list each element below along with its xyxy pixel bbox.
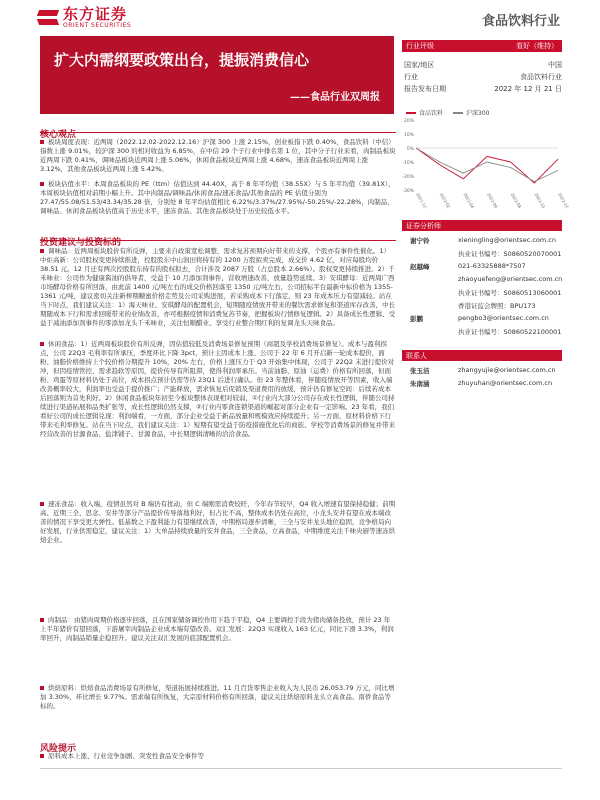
brand-logo [38, 6, 131, 30]
bullet-icon [40, 342, 44, 346]
rating-value: 看好（维持） [516, 42, 558, 50]
footer-divider [40, 768, 562, 769]
contact-email: zhuyuhan@orientsec.com.cn [458, 379, 553, 387]
y-tick-label: -10% [402, 161, 414, 166]
paragraph [40, 247, 396, 337]
bullet-icon [40, 686, 44, 690]
paragraph-text: 板块估值水平：本周食品板块的 PE（ttm）估值达到 44.40X，高于 8 年平均值（38.55X）与 5 年平均值（39.81X），本周板块估值相对前期小幅上升。其中肉制品/调味品/休闲食品/速冻食品/其他食品的 PE 估值分别为 27.47/55.08/51.53/43.34/35.28 倍，分别处 8 年平均估值相比 6.22%/3.37%/27.95%/-50.25%/-22.28%，肉制品、调味品、休闲食品板块估值高于历史水平，速冻食品、其他食品板块处于历史较低水平。 [40, 180, 395, 215]
analyst-contact: xieningling@orientsec.com.cn [458, 236, 556, 244]
analyst-name: 赵越峰 [410, 263, 430, 271]
paragraph [40, 500, 396, 610]
series-line [416, 148, 558, 182]
contact-row [402, 379, 562, 388]
section-risk-header [40, 736, 396, 754]
analyst-row [402, 314, 562, 323]
y-tick-label: 0% [406, 147, 414, 152]
brand-mark-icon [38, 8, 58, 28]
info-row [404, 72, 562, 82]
x-tick-label: 2022-04 [462, 192, 476, 209]
x-tick-label: 2022-12 [557, 192, 570, 209]
paragraph [40, 340, 396, 496]
analyst-contact: 执业证书编号：S0860513060001 [458, 289, 562, 297]
report-title: 扩大内需纲要政策出台，提振消费信心 [54, 51, 310, 69]
analyst-row [402, 301, 562, 310]
y-tick-label: -20% [402, 175, 414, 180]
bullet-icon [40, 618, 44, 622]
brand-name-cn: 东方证券 [63, 5, 128, 23]
paragraph [40, 684, 396, 728]
title-banner [40, 36, 394, 114]
x-tick-label: 2021-12 [415, 192, 428, 209]
analyst-contact: pengbo3@orientsec.com.cn [458, 314, 549, 322]
analyst-contact: zhaoyuefeng@orientsec.com.cn [458, 275, 563, 283]
contact-email: zhangyujie@orientsec.com.cn [458, 366, 556, 374]
analyst-row [402, 236, 562, 245]
analyst-name: 彭鹏 [410, 315, 423, 323]
analyst-row [402, 275, 562, 284]
paragraph-text: 休闲食品：1）近两周板块股价有所反弹，因估值较低及消费场景修复预期（商超及学校消费场景修复）。成本与盈利拐点，公司 22Q3 毛利率有所承压，季度环比下降 3pct，预计主因成本上涨、公司于 22 年 6 月开启新一轮成本提价，面粉、油脂价格维持上个较价格分期提升 10%，20% 左右，价格上涨压力于 Q3 开始集中体现，公司于 22Q2 末进行提价对冲，但因疫情管控，需求趋软等原因，提价传导有所阻滞，使得利润率承压。当前油脂、原油（运费）价格有所回落，但面粉、鸡蛋等原材料仍处于高位，成本拐点预计仍需等待 23Q1 后进行确认。但 23 年整体看，伴随疫情放开等因素，收入端改善概率较大，利润率也受益于提价推广；产能释放，需求恢复后促销及渠道费用的放缓，预计仍有修复空间：后续若成本后回落则为首先利好。2）休闲食品板块年初至今板块整体表现相对较弱，①行业内大部分公司存在成长性逻辑，伴随公司持续进行渠道拓展和品类扩张等，成长性逻辑仍然支撑，②行业内零食连锁渠道的崛起对部分企业有一定影响。23 年看，我们看好公司的成长逻辑兑现：利润端看，一方面，部分企业受益于新品放量和规模效应持续提升；另一方面，原材料价格下行带来毛利率修复。站在当下时点，我们建议关注：1）短期有望受益于防疫措施优化后的商旅、学校等消费场景的修复并带来经营改善的甘源食品、盐津铺子、甘源食品，中长期逻辑清晰的洽洽食品。 [40, 340, 396, 438]
analysts-header [402, 220, 562, 231]
series-line [416, 148, 558, 183]
analyst-row [402, 262, 562, 271]
contacts-header [402, 350, 562, 361]
risk-paragraph [40, 752, 396, 762]
industry-name: 食品饮料行业 [481, 14, 560, 29]
info-row [404, 84, 562, 94]
info-value: 2022 年 12 月 21 日 [494, 85, 562, 93]
y-tick-label: 20% [403, 119, 414, 124]
info-value: 中国 [548, 61, 562, 69]
x-tick-label: 2022-02 [438, 192, 452, 209]
paragraph-text: 调味品：近两周板块股价有所反弹，主要来自政策宽松调整，需求复苏预期向好带来的支撑，个股亦有事件性催化。1）中炬高新：公司股权变更持续推进，控股股东中山润田将持有的 1200 万股拟卖完成，成交价 4.62 亿，对应每股均价 38.51 元。12 月迁有两次控股股东持有的股权拟去，合计涉及 2087 万股（占总股本 2.66%）。股权变更持续推进。2）千禾味业：公司作为健康酱油的倡导者，受益于 10 月添加剂事件，营收增速改善，放量趋势延续。3）安琪酵母：近两周广西市场酵母价格有所回落，由此前 1400 元/吨左右的成交价格回落至 1350 元/吨左右，公司招标平台最新中标价格为 1355-1361 元/吨，建议密切关注新榨期糖蜜价格走势及公司采购进展，若采购成本下行落定，则 23 年成本压力有望减轻。站在当下时点，我们建议关注：1）海天味业、安琪酵母的配置机会，短期随疫情放开带来的餐饮需求修复和渠道库存改善，中长期随成本下行和需求回暖带来的业绩改善，亦可根据疫情和消费复苏节奏，把握板块行情修复逻辑。2）具备成长性逻辑、受益于减油添加剂事件的零添加龙头千禾味业，关注恒顺醋业、享受行业整合期红利的复调龙头天味食品。 [40, 247, 396, 327]
bullet-icon [40, 140, 44, 144]
info-key: 国家/地区 [404, 61, 435, 69]
paragraph-text: 板块周度表现：近两周（2022.12.02-2022.12.16）沪深 300 上涨 2.15%，创业板指下跌 0.40%，食品饮料（中信）指数上涨 9.01%，较沪深 300 的相对收益为 6.85%，在中信 29 个子行业中排名第 1 位，其中分子行业来看，肉制品板块近两周下跌 0.41%，调味品板块近两周上涨 5.06%，休闲食品板块近两周上涨 4.68%，速冻食品板块近两周上涨 3.12%，其他食品板块近两周上涨 5.42%。 [40, 138, 396, 173]
y-tick-label: -30% [402, 189, 414, 194]
x-tick-label: 2022-08 [509, 192, 523, 209]
contact-row [402, 366, 562, 375]
paragraph [40, 180, 396, 226]
section-title: 风险提示 [40, 744, 77, 754]
analyst-contact: 香港证监会牌照：BPU173 [458, 302, 536, 310]
performance-chart [402, 114, 570, 210]
bullet-icon [40, 182, 44, 186]
analyst-row [402, 288, 562, 297]
report-subtitle: ——食品行业双周报 [290, 92, 380, 103]
info-key: 行业 [404, 73, 418, 81]
section-title: 投资建议与投资标的 [40, 238, 122, 248]
paragraph [40, 616, 396, 680]
bullet-icon [40, 249, 44, 253]
legend-entry: 沪深300 [466, 110, 490, 117]
rating-label: 行业评级 [406, 42, 434, 50]
y-tick-label: 10% [403, 133, 414, 138]
analyst-contact: 021-63325888*7507 [458, 262, 526, 270]
legend-entry: 食品饮料 [419, 110, 444, 117]
paragraph-text: 肉制品：由猪肉周期价格逐步回落，且在国家储备调控作用下趋于平稳，Q4 主要调控手段为猪肉储备投放，预计 23 年上半年猪价有望回落，下游屠宰肉制品企业成本端有望改善。双汇发展：22Q3 实现收入 163 亿元，同比下滑 3.3%，利润率回升，肉制品销量企稳回升。建议关注双汇发展的底部配置机会。 [40, 616, 394, 642]
bullet-icon [40, 502, 44, 506]
section-core-header [40, 122, 396, 140]
bullet-icon [40, 754, 44, 758]
rating-bar [402, 40, 562, 52]
contact-name: 朱南涵 [410, 380, 430, 388]
info-row [404, 60, 562, 70]
analyst-row [402, 249, 562, 258]
paragraph [40, 138, 396, 176]
info-key: 报告发布日期 [404, 85, 446, 93]
analyst-contact: 执业证书编号：S0860522100001 [458, 328, 562, 336]
analyst-name: 谢宁铃 [410, 237, 430, 245]
analyst-contact: 执业证书编号：S0860520070001 [458, 250, 562, 258]
info-value: 食品饮料行业 [520, 73, 562, 81]
risk-text: 原料成本上涨、行业竞争加剧、突发性食品安全事件等 [48, 752, 204, 760]
x-tick-label: 2022-06 [486, 192, 499, 209]
analyst-row [402, 327, 562, 336]
sidebar-section-title: 证券分析师 [406, 222, 441, 230]
contact-name: 张玉洁 [410, 367, 430, 375]
sidebar-section-title: 联系人 [406, 352, 427, 360]
paragraph-text: 速冻食品：收入端，疫情虽然对 B 端仍有扰动，但 C 端刚需消费较旺，今年春节较早，Q4 收入增速有望保持稳健；前期高、近期三全、思念、安井等部分产品提价传导落地利好，但占比不高，整体成本仍处在高位，小龙头安井有望在成本端改善的情况下享受更大弹性。低基数之下盈利能力有望继续改善，中期格局逐步清晰，三全与安井龙头地位稳固，竞争格局向好发展，行业供需稳定，建议关注：1）大单品持续放量的安井食品，三全食品，立高食品，中期维度关注千味央厨等速冻烘焙企业。 [40, 500, 396, 544]
x-tick-label: 2022-10 [533, 192, 547, 209]
paragraph-text: 烘焙原料：烘焙食品消费场景有所修复，渠道拓展持续推进。11 月百货零售企业收入为人民币 26,053.79 万元，同比增加 3.30%，环比增长 9.77%。需求端有所恢复，大宗原材料价格有所回落，建议关注烘焙原料龙头立高食品、南侨食品等标的。 [40, 684, 395, 710]
page-header [0, 0, 600, 34]
section-suggest-header [40, 230, 396, 248]
section-title: 核心观点 [40, 130, 77, 140]
brand-name-en: ORIENT SECURITIES [63, 22, 132, 29]
